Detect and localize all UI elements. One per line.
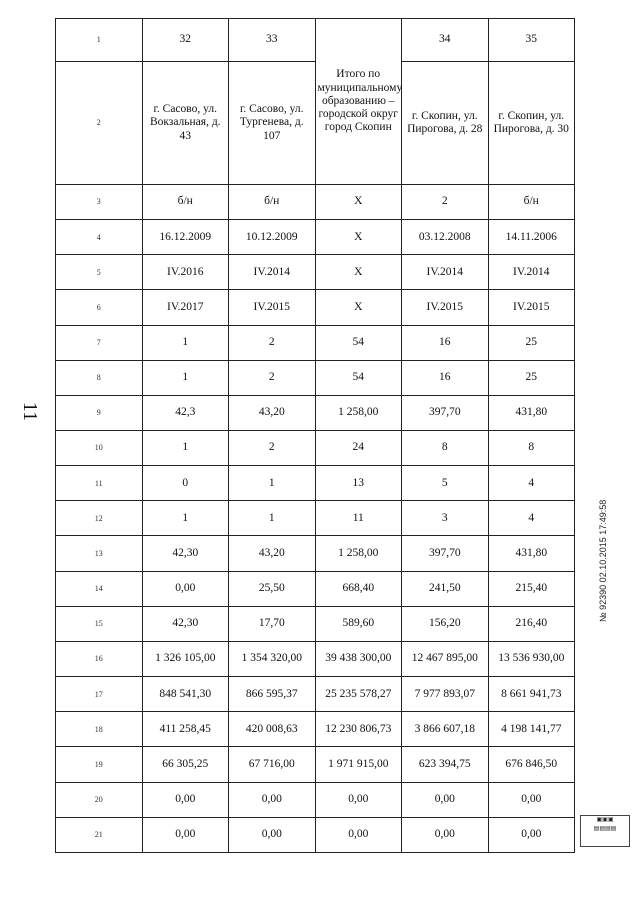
table-cell: 1 <box>142 360 229 395</box>
table-cell: 1 <box>229 501 316 536</box>
table-cell: 2 <box>229 325 316 360</box>
column-number: 2 <box>56 61 143 184</box>
table-cell: 2 <box>229 360 316 395</box>
field-row <box>56 641 575 676</box>
table-cell: 0,00 <box>229 782 316 817</box>
table-cell: 397,70 <box>402 536 489 571</box>
table-cell: 8 661 941,73 <box>488 677 575 712</box>
table-cell: 241,50 <box>402 571 489 606</box>
field-row <box>56 571 575 606</box>
column-number: 18 <box>56 712 143 747</box>
table-cell: IV.2014 <box>488 255 575 290</box>
column-number: 17 <box>56 677 143 712</box>
table-cell: 1 <box>142 501 229 536</box>
table-cell: 0,00 <box>229 817 316 852</box>
table-cell: 25 235 578,27 <box>315 677 402 712</box>
column-number: 8 <box>56 360 143 395</box>
table-cell: 3 866 607,18 <box>402 712 489 747</box>
table-cell: 0,00 <box>142 817 229 852</box>
table-cell: 668,40 <box>315 571 402 606</box>
column-number: 5 <box>56 255 143 290</box>
column-number: 11 <box>56 466 143 501</box>
table-cell: 1 326 105,00 <box>142 641 229 676</box>
table-cell: 24 <box>315 430 402 465</box>
page-number: 11 <box>19 401 42 422</box>
field-row <box>56 747 575 782</box>
table-cell: 0,00 <box>142 782 229 817</box>
table-cell: 866 595,37 <box>229 677 316 712</box>
field-row <box>56 325 575 360</box>
table-cell: б/н <box>488 184 575 219</box>
table-cell: 0,00 <box>315 817 402 852</box>
table-cell: 33 <box>229 19 316 62</box>
table-cell: 35 <box>488 19 575 62</box>
table-cell: 8 <box>488 430 575 465</box>
table-cell: 431,80 <box>488 536 575 571</box>
table-cell: 0,00 <box>402 782 489 817</box>
field-row <box>56 220 575 255</box>
address-cell: г. Скопин, ул. Пирогова, д. 30 <box>488 61 575 184</box>
field-row <box>56 501 575 536</box>
table-cell: 676 846,50 <box>488 747 575 782</box>
table-cell: IV.2014 <box>229 255 316 290</box>
table-cell: 215,40 <box>488 571 575 606</box>
table-cell: X <box>315 184 402 219</box>
table-cell: 66 305,25 <box>142 747 229 782</box>
column-number: 7 <box>56 325 143 360</box>
table-cell: 0,00 <box>488 782 575 817</box>
column-number: 9 <box>56 395 143 430</box>
column-number: 13 <box>56 536 143 571</box>
table-cell: 16 <box>402 360 489 395</box>
table-cell: 03.12.2008 <box>402 220 489 255</box>
table-cell: 39 438 300,00 <box>315 641 402 676</box>
table-cell: 54 <box>315 360 402 395</box>
column-number: 20 <box>56 782 143 817</box>
field-row <box>56 677 575 712</box>
column-number: 3 <box>56 184 143 219</box>
registry-logo: ▣▣▣ ▤▤▤▤ <box>580 815 630 847</box>
table-cell: 12 467 895,00 <box>402 641 489 676</box>
field-row <box>56 782 575 817</box>
table-cell: 4 <box>488 466 575 501</box>
column-number: 21 <box>56 817 143 852</box>
table-cell: 589,60 <box>315 606 402 641</box>
table-cell: 32 <box>142 19 229 62</box>
field-row <box>56 606 575 641</box>
column-number: 1 <box>56 19 143 62</box>
table-cell: 25,50 <box>229 571 316 606</box>
table-cell: X <box>315 255 402 290</box>
table-cell: 14.11.2006 <box>488 220 575 255</box>
table-cell: 17,70 <box>229 606 316 641</box>
table-cell: 848 541,30 <box>142 677 229 712</box>
address-cell: г. Сасово, ул. Тургенева, д. 107 <box>229 61 316 184</box>
column-number: 12 <box>56 501 143 536</box>
table-cell: 54 <box>315 325 402 360</box>
table-cell: IV.2017 <box>142 290 229 325</box>
table-cell: IV.2015 <box>229 290 316 325</box>
column-number: 6 <box>56 290 143 325</box>
table-cell: 1 <box>229 466 316 501</box>
table-cell: б/н <box>142 184 229 219</box>
table-cell: 216,40 <box>488 606 575 641</box>
table-cell: 0,00 <box>315 782 402 817</box>
table-cell: 3 <box>402 501 489 536</box>
field-row <box>56 817 575 852</box>
column-number: 16 <box>56 641 143 676</box>
table-cell: 2 <box>402 184 489 219</box>
table-cell: 42,30 <box>142 536 229 571</box>
address-cell: Итого по муниципальному образованию – городской округ город Скопин <box>315 19 402 185</box>
table-cell: 156,20 <box>402 606 489 641</box>
table-cell: X <box>315 220 402 255</box>
table-cell: 2 <box>229 430 316 465</box>
table-cell: IV.2015 <box>402 290 489 325</box>
table-cell: 25 <box>488 360 575 395</box>
table-cell: 1 258,00 <box>315 395 402 430</box>
table-cell: б/н <box>229 184 316 219</box>
table-cell: 7 977 893,07 <box>402 677 489 712</box>
table-cell: 11 <box>315 501 402 536</box>
table-cell: IV.2015 <box>488 290 575 325</box>
table-cell: IV.2014 <box>402 255 489 290</box>
table-cell: 420 008,63 <box>229 712 316 747</box>
table-cell: 0,00 <box>488 817 575 852</box>
table-cell: 10.12.2009 <box>229 220 316 255</box>
field-row <box>56 360 575 395</box>
table-cell: 16 <box>402 325 489 360</box>
table-cell: 431,80 <box>488 395 575 430</box>
table-cell: X <box>315 290 402 325</box>
table-cell: 43,20 <box>229 395 316 430</box>
table-cell: 13 <box>315 466 402 501</box>
field-row <box>56 536 575 571</box>
table-cell: 0 <box>142 466 229 501</box>
field-row <box>56 712 575 747</box>
table-cell: 12 230 806,73 <box>315 712 402 747</box>
field-row <box>56 255 575 290</box>
table-cell: 42,30 <box>142 606 229 641</box>
table-cell: 16.12.2009 <box>142 220 229 255</box>
table-cell: 4 <box>488 501 575 536</box>
field-row <box>56 430 575 465</box>
registration-stamp: № 92390 02.10.2015 17:49:58 <box>598 499 608 622</box>
column-number: 19 <box>56 747 143 782</box>
table-cell: 1 971 915,00 <box>315 747 402 782</box>
table-cell: 411 258,45 <box>142 712 229 747</box>
address-cell: г. Сасово, ул. Вокзальная, д. 43 <box>142 61 229 184</box>
table-cell: 25 <box>488 325 575 360</box>
table-cell: 43,20 <box>229 536 316 571</box>
column-number: 4 <box>56 220 143 255</box>
field-row <box>56 184 575 219</box>
table-cell: 397,70 <box>402 395 489 430</box>
table-cell: 1 <box>142 325 229 360</box>
table-cell: 67 716,00 <box>229 747 316 782</box>
table-cell: 0,00 <box>142 571 229 606</box>
table-cell: 623 394,75 <box>402 747 489 782</box>
table-cell: 1 <box>142 430 229 465</box>
table-cell: 1 258,00 <box>315 536 402 571</box>
field-row <box>56 290 575 325</box>
table-cell: IV.2016 <box>142 255 229 290</box>
table-cell: 13 536 930,00 <box>488 641 575 676</box>
table-cell: 1 354 320,00 <box>229 641 316 676</box>
column-number: 10 <box>56 430 143 465</box>
field-row <box>56 395 575 430</box>
address-cell: г. Скопин, ул. Пирогова, д. 28 <box>402 61 489 184</box>
table-cell: 42,3 <box>142 395 229 430</box>
housing-table <box>55 18 575 853</box>
column-number: 14 <box>56 571 143 606</box>
table-cell: 5 <box>402 466 489 501</box>
field-row <box>56 19 575 62</box>
field-row <box>56 466 575 501</box>
table-cell: 0,00 <box>402 817 489 852</box>
table-cell: 8 <box>402 430 489 465</box>
column-number: 15 <box>56 606 143 641</box>
table-cell: 4 198 141,77 <box>488 712 575 747</box>
table-cell: 34 <box>402 19 489 62</box>
